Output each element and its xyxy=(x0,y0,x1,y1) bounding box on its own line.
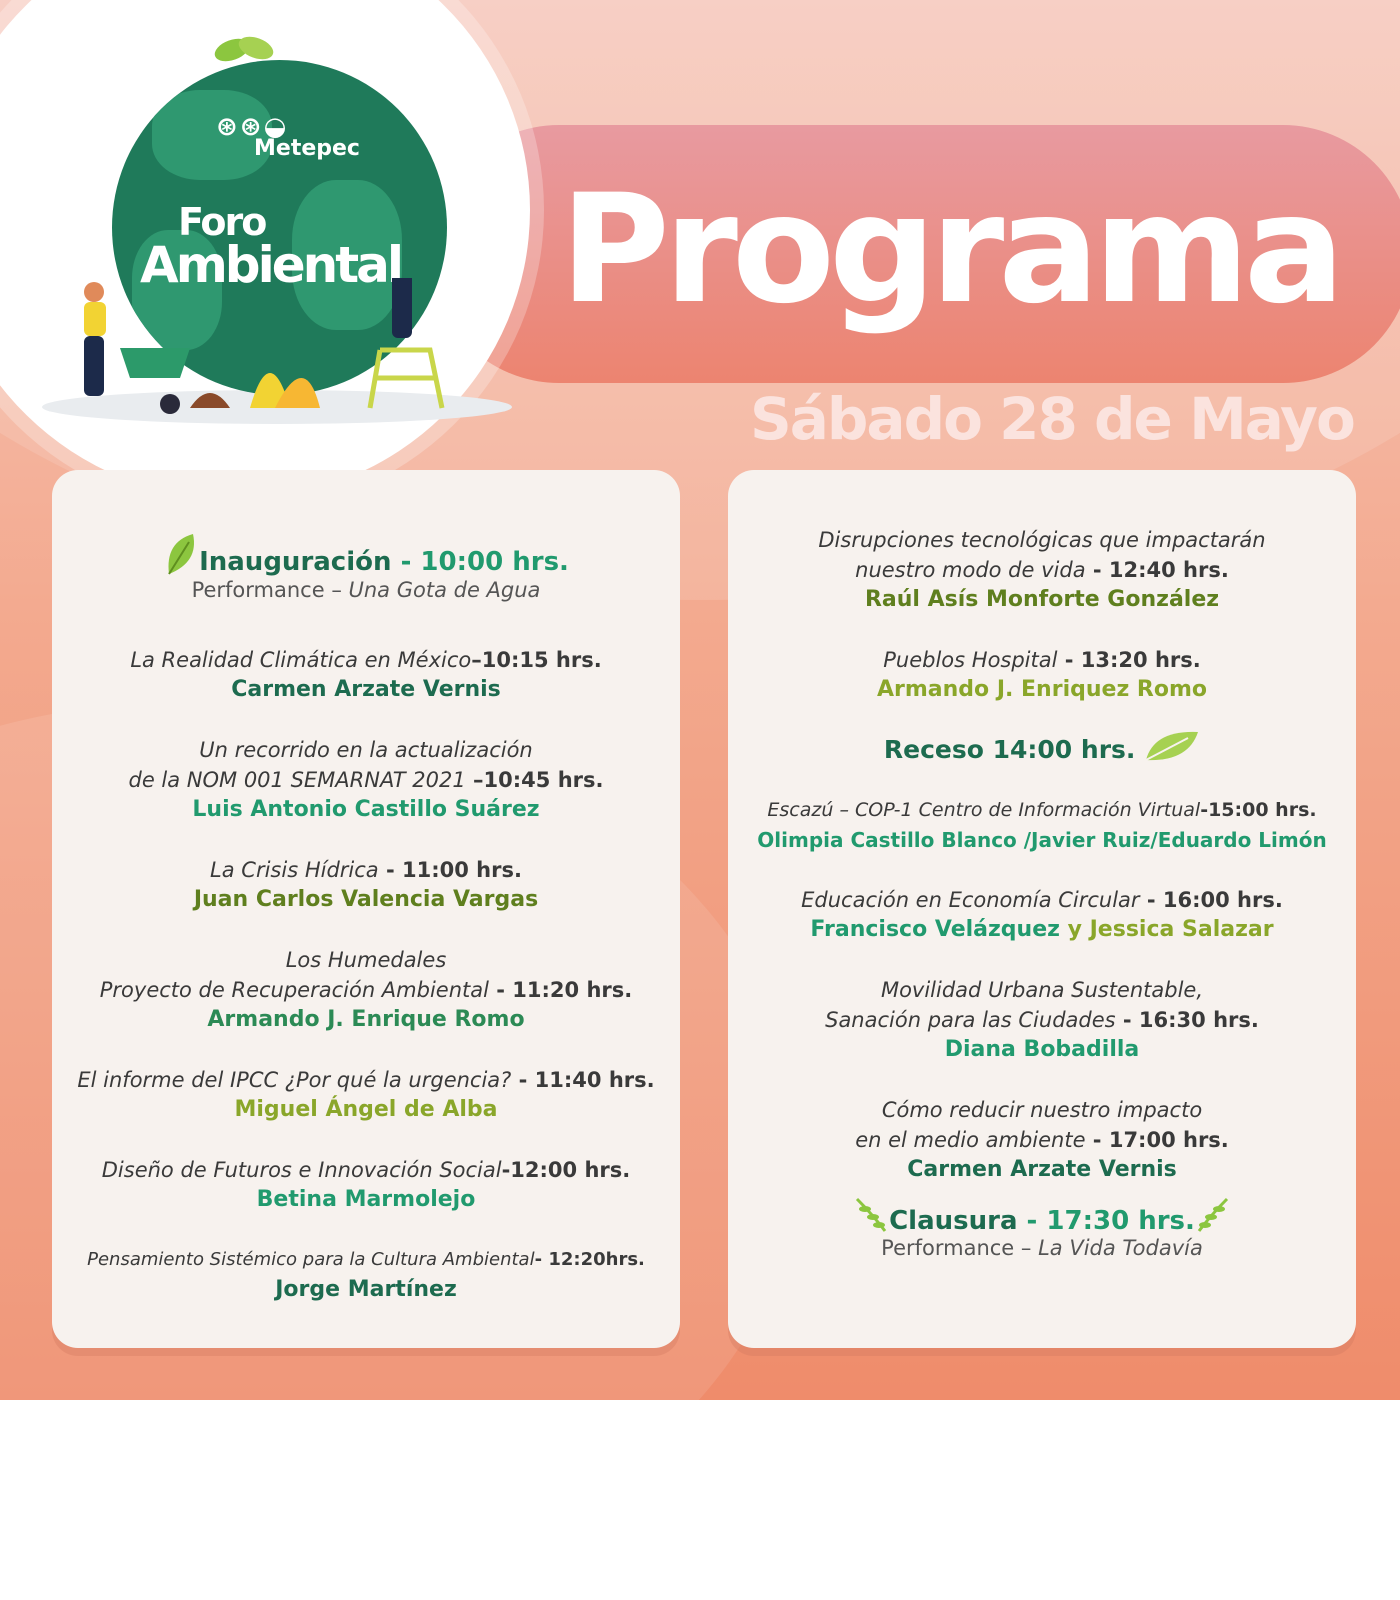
illustration-gardeners xyxy=(70,278,450,418)
talk-title: Pensamiento Sistémico para la Cultura Ambiental xyxy=(87,1249,535,1270)
speaker-name: Juan Carlos Valencia Vargas xyxy=(193,887,539,912)
schedule-card-right xyxy=(728,470,1356,1348)
talk-time: - 16:00 hrs. xyxy=(1139,888,1283,912)
talk-time: –10:15 hrs. xyxy=(471,648,602,672)
talk-time: - 13:20 hrs. xyxy=(1057,648,1201,672)
closing-performance: Performance – La Vida Todavía xyxy=(881,1236,1203,1260)
leaf-icon xyxy=(1144,728,1200,764)
speaker-name: Carmen Arzate Vernis xyxy=(231,677,501,702)
laurel-icon xyxy=(853,1195,889,1235)
speaker-name: Jorge Martínez xyxy=(275,1277,457,1302)
talk-title: nuestro modo de vida xyxy=(855,558,1086,582)
talk-time: - 12:40 hrs. xyxy=(1085,558,1229,582)
talk-title: Cómo reducir nuestro impacto xyxy=(881,1098,1203,1122)
speaker-name: Jessica Salazar xyxy=(1089,917,1274,942)
schedule-item xyxy=(728,795,1356,855)
schedule-item xyxy=(728,525,1356,615)
schedule-item xyxy=(52,645,680,705)
schedule-item xyxy=(52,1245,680,1305)
speaker-name: Raúl Asís Monforte González xyxy=(864,587,1220,612)
speaker-name: Carmen Arzate Vernis xyxy=(907,1157,1177,1182)
leaf-icon xyxy=(163,532,199,578)
laurel-icon xyxy=(1195,1195,1231,1235)
closing-title: Clausura xyxy=(889,1206,1018,1236)
talk-title: Diseño de Futuros e Innovación Social xyxy=(101,1158,502,1182)
talk-time: - 12:20hrs. xyxy=(534,1249,645,1270)
talk-time: –10:45 hrs. xyxy=(465,768,604,792)
talk-title: Sanación para las Ciudades xyxy=(825,1008,1116,1032)
closing-item: Clausura - 17:30 hrs. Performance – La Vida Todavía xyxy=(728,1195,1356,1260)
talk-title: Escazú – COP-1 Centro de Información Virtual xyxy=(767,799,1201,821)
page-title: Programa xyxy=(560,163,1340,337)
schedule-item: Educación en Economía Circular - 16:00 hrs. Francisco Velázquez y Jessica Salazar xyxy=(801,888,1283,942)
talk-title: Educación en Economía Circular xyxy=(801,888,1140,912)
schedule-item xyxy=(52,855,680,915)
event-date: Sábado 28 de Mayo xyxy=(750,385,1354,453)
opening-performance: Performance – Una Gota de Agua xyxy=(191,578,541,602)
closing-time: 17:30 hrs. xyxy=(1046,1206,1195,1236)
talk-time: - 11:20 hrs. xyxy=(488,978,633,1002)
schedule-item xyxy=(728,975,1356,1065)
talk-time: -12:00 hrs. xyxy=(501,1158,631,1182)
talk-title: Pueblos Hospital xyxy=(883,648,1058,672)
talk-title: Disrupciones tecnológicas que impactarán xyxy=(818,528,1266,552)
schedule-item xyxy=(52,1065,680,1125)
talk-title: de la NOM 001 SEMARNAT 2021 xyxy=(128,768,466,792)
talk-time: -15:00 hrs. xyxy=(1200,799,1317,821)
break-label: Receso 14:00 hrs. xyxy=(883,735,1136,764)
speaker-name: Armando J. Enriquez Romo xyxy=(877,677,1207,702)
brand-logo: ⊛⊛◒ Metepec xyxy=(216,112,360,161)
talk-time: - 17:00 hrs. xyxy=(1085,1128,1229,1152)
leaf-icon xyxy=(212,30,276,66)
talk-title: en el medio ambiente xyxy=(855,1128,1086,1152)
talk-title: Proyecto de Recuperación Ambiental xyxy=(99,978,489,1002)
schedule-item xyxy=(728,645,1356,705)
event-name-line2: Ambiental xyxy=(140,236,402,294)
talk-time: - 16:30 hrs. xyxy=(1115,1008,1259,1032)
schedule-item xyxy=(52,945,680,1035)
talk-title: El informe del IPCC ¿Por qué la urgencia? xyxy=(77,1068,512,1092)
speaker-name: Diana Bobadilla xyxy=(944,1037,1140,1062)
talk-title: Movilidad Urbana Sustentable, xyxy=(880,978,1204,1002)
talk-time: - 11:00 hrs. xyxy=(378,858,522,882)
speaker-name: Olimpia Castillo Blanco /Javier Ruiz/Eduardo Limón xyxy=(757,828,1327,852)
talk-title: La Crisis Hídrica xyxy=(210,858,379,882)
schedule-card-left xyxy=(52,470,680,1348)
speaker-name: Miguel Ángel de Alba xyxy=(234,1097,498,1122)
speaker-name: Francisco Velázquez xyxy=(810,917,1060,942)
event-name-line1: Foro xyxy=(178,200,266,244)
speaker-name: Luis Antonio Castillo Suárez xyxy=(192,797,540,822)
talk-title: Un recorrido en la actualización xyxy=(199,738,533,762)
schedule-item: Inauguración - 10:00 hrs. Performance – Una Gota de Agua xyxy=(52,532,680,602)
opening-title: Inauguración xyxy=(199,547,392,577)
schedule-item xyxy=(52,1155,680,1215)
talk-title: Los Humedales xyxy=(285,948,447,972)
schedule-item xyxy=(728,1095,1356,1185)
talk-time: - 11:40 hrs. xyxy=(511,1068,655,1092)
schedule-item xyxy=(52,735,680,825)
break-item xyxy=(728,728,1356,764)
talk-title: La Realidad Climática en México xyxy=(130,648,472,672)
speaker-name: Armando J. Enrique Romo xyxy=(207,1007,525,1032)
opening-time: 10:00 hrs. xyxy=(420,547,569,577)
speaker-name: Betina Marmolejo xyxy=(256,1187,476,1212)
